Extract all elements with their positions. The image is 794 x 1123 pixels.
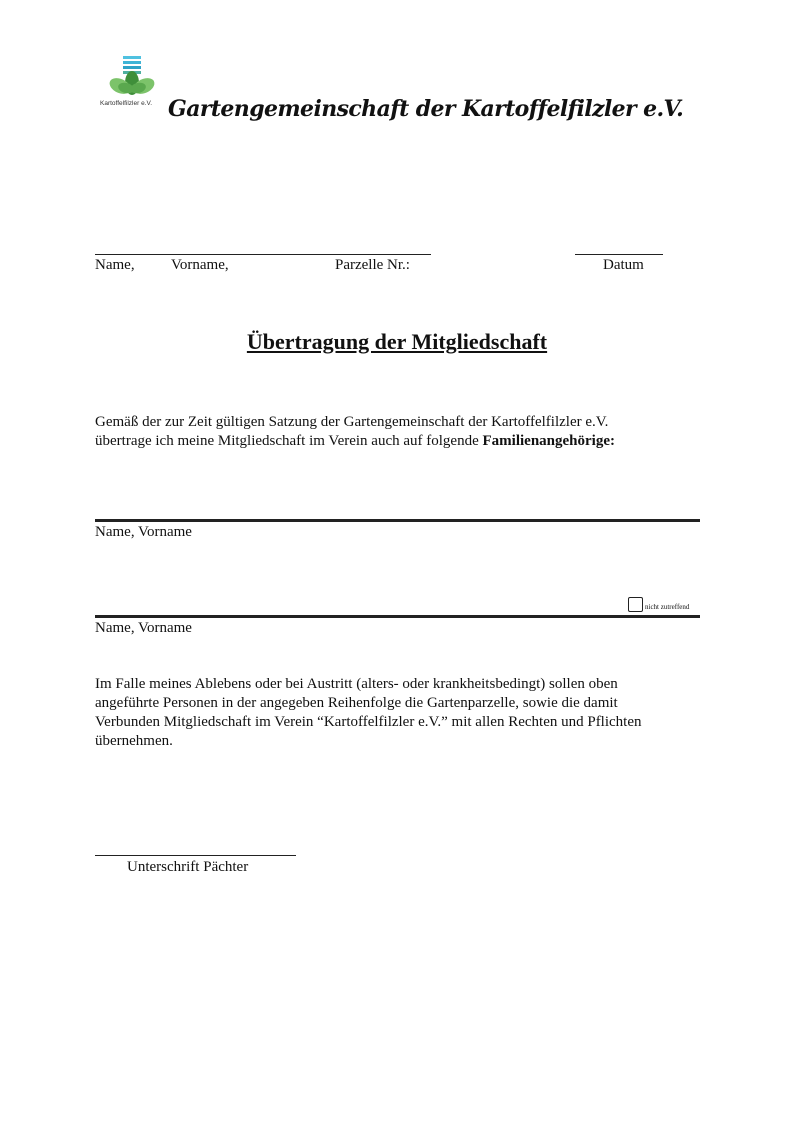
name-parcel-line[interactable] [95, 254, 431, 255]
date-line[interactable] [575, 254, 663, 255]
not-applicable-label: nicht zutreffend [645, 603, 690, 611]
intro-line-2: übertrage ich meine Mitgliedschaft im Verein auch auf folgende Familienangehörige: [95, 433, 615, 449]
member-1-label: Name, Vorname [95, 524, 192, 540]
closing-line-1: Im Falle meines Ablebens oder bei Austritt (alters- oder krankheitsbedingt) sollen oben [95, 676, 618, 692]
closing-line-3: Verbunden Mitgliedschaft im Verein “Kartoffelfilzler e.V.” mit allen Rechten und Pflichten [95, 714, 642, 730]
family-members-label: Familienangehörige: [482, 433, 615, 449]
organization-name: Gartengemeinschaft der Kartoffelfilzler e.V. [168, 96, 684, 122]
member-2-label: Name, Vorname [95, 620, 192, 636]
not-applicable-checkbox[interactable] [628, 597, 643, 612]
signature-line[interactable] [95, 855, 296, 856]
intro-line-1: Gemäß der zur Zeit gültigen Satzung der Gartengemeinschaft der Kartoffelfilzler e.V. [95, 414, 609, 430]
name-label: Name, [95, 257, 135, 273]
intro-paragraph [95, 413, 615, 451]
member-2-line[interactable] [95, 615, 700, 618]
signature-label: Unterschrift Pächter [127, 859, 249, 875]
closing-paragraph [95, 675, 642, 751]
document-title: Übertragung der Mitgliedschaft [246, 329, 548, 354]
member-1-line[interactable] [95, 519, 700, 522]
closing-line-4: übernehmen. [95, 733, 173, 749]
logo-text: Kartoffelfilzler e.V. [100, 100, 153, 107]
closing-line-2: angeführte Personen in der angegeben Reihenfolge die Gartenparzelle, sowie die damit [95, 695, 618, 711]
datum-label: Datum [603, 257, 644, 273]
vorname-label: Vorname, [171, 257, 229, 273]
parzelle-label: Parzelle Nr.: [335, 257, 410, 273]
